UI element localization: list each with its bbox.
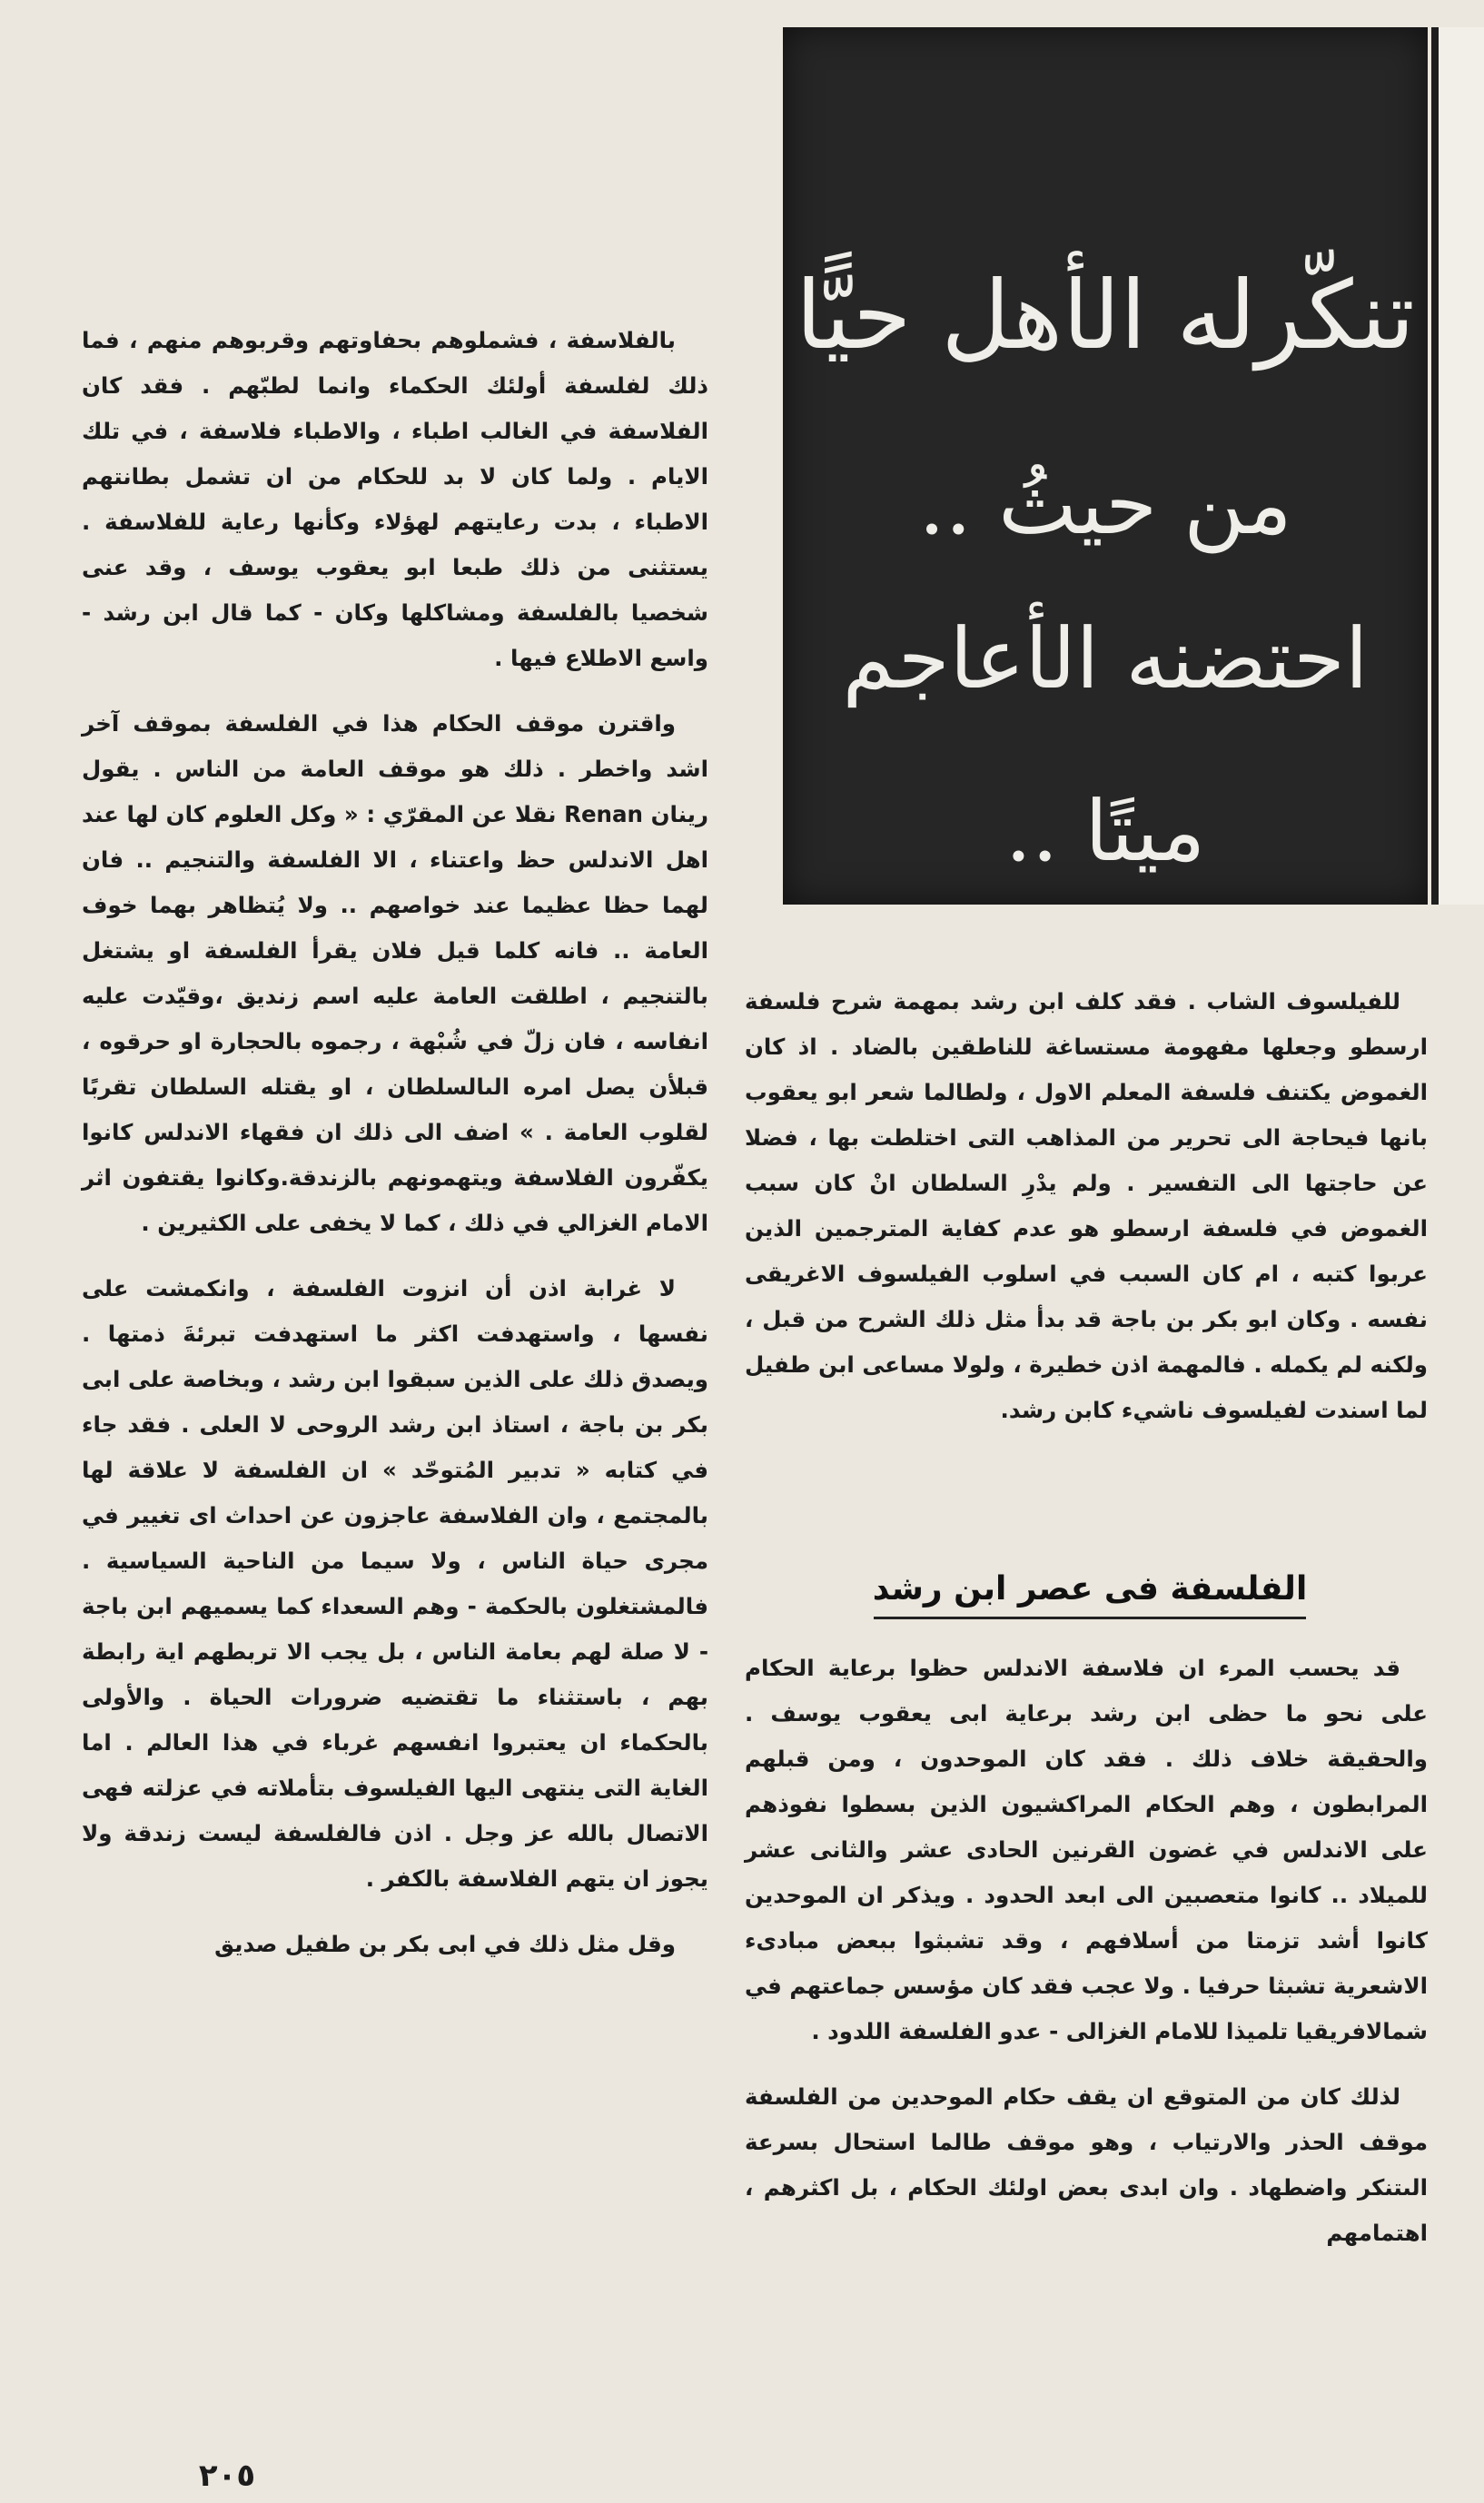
left-column <box>82 318 708 1987</box>
section-paragraph-1: قد يحسب المرء ان فلاسفة الاندلس حظوا برعاية الحكام على نحو ما حظى ابن رشد برعاية ابى يعقوب يوسف . والحقيقة خلاف ذلك . فقد كان الموحدون ، ومن قبلهم المرابطون ، وهم الحكام المراكشيون الذين بسطوا نفوذهم على الاندلس في غضون القرنين الحادى عشر والثانى عشر للميلاد .. كانوا متعصبين الى ابعد الحدود . ويذكر ان الموحدين كانوا أشد تزمتا من أسلافهم ، وقد تشبثوا ببعض مبادىء الاشعرية تشبثا حرفيا . ولا عجب فقد كان مؤسس جماعتهم في شمالافريقيا تلميذا للامام الغزالى - عدو الفلسفة اللدود . <box>745 1655 1428 2044</box>
title-line-2: من حيثُ .. <box>918 456 1292 553</box>
title-line-4: ميتًا .. <box>1004 783 1206 880</box>
title-line-1: تنكّرله الأهل حيًّا <box>796 260 1415 371</box>
left-paragraph-4: وقل مثل ذلك في ابى بكر بن طفيل صديق <box>214 1931 676 1957</box>
left-paragraph-1: بالفلاسفة ، فشملوهم بحفاوتهم وقربوهم منهم ، فما ذلك لفلسفة أولئك الحكماء وانما لطبّهم . فقد كان الفلاسفة في الغالب اطباء ، والاطباء فلاسفة ، في تلك الايام . ولما كان لا بد للحكام من ان تشمل بطانتهم الاطباء ، بدت رعايتهم لهؤلاء وكأنها رعاية للفلاسفة . يستثنى من ذلك طبعا ابو يعقوب يوسف ، وقد عنى شخصيا بالفلسفة ومشاكلها وكان - كما قال ابن رشد - واسع الاطلاع فيها . <box>82 327 708 671</box>
title-line-3: احتضنه الأعاجم <box>842 610 1369 707</box>
right-column-bottom <box>745 1646 1428 2276</box>
page-number: ٢٠٥ <box>198 2458 256 2494</box>
section-paragraph-2: لذلك كان من المتوقع ان يقف حكام الموحدين من الفلسفة موقف الحذر والارتياب ، وهو موقف طالما استحال بسرعة الىتنكر واضطهاد . وان ابدى بعض اولئك الحكام ، بل اكثرهم ، اهتمامهم <box>745 2083 1428 2246</box>
left-paragraph-2: واقترن موقف الحكام هذا في الفلسفة بموقف آخر اشد واخطر . ذلك هو موقف العامة من الناس . يقول رينان Renan نقلا عن المقرّي : « وكل العلوم كان لها عند اهل الاندلس حظ واعتناء ، الا الفلسفة والتنجيم .. فان لهما حظا عظيما عند خواصهم .. ولا يُتظاهر بهما خوف العامة .. فانه كلما قيل فلان يقرأ الفلسفة او يشتغل بالتنجيم ، اطلقت العامة عليه اسم زنديق ،وقيّدت عليه انفاسه ، فان زلّ في شُبْهة ، رجموه بالحجارة او حرقوه ، قبلأن يصل امره الىالسلطان ، او يقتله السلطان تقربًا لقلوب العامة . » اضف الى ذلك ان فقهاء الاندلس كانوا يكفّرون الفلاسفة ويتهمونهم بالزندقة.وكانوا يقتفون اثر الامام الغزالي في ذلك ، كما لا يخفى على الكثيرين . <box>82 710 708 1236</box>
left-paragraph-3: لا غرابة اذن أن انزوت الفلسفة ، وانكمشت على نفسها ، واستهدفت اكثر ما استهدفت تبرئةَ ذمتها . ويصدق ذلك على الذين سبقوا ابن رشد ، وبخاصة على ابى بكر بن باجة ، استاذ ابن رشد الروحى لا العلى . فقد جاء في كتابه « تدبير المُتوحّد » ان الفلسفة لا علاقة لها بالمجتمع ، وان الفلاسفة عاجزون عن احداث اى تغيير في مجرى حياة الناس ، ولا سيما من الناحية السياسية . فالمشتغلون بالحكمة - وهم السعداء كما يسميهم ابن باجة - لا صلة لهم بعامة الناس ، بل يجب الا تربطهم اية رابطة بهم ، باستثناء ما تقتضيه ضرورات الحياة . والأولى بالحكماء ان يعتبروا انفسهم غرباء في هذا العالم . اما الغاية التى ينتهى اليها الفيلسوف بتأملاته في عزلته فهى الاتصال بالله عز وجل . اذن فالفلسفة ليست زندقة ولا يجوز ان يتهم الفلاسفة بالكفر . <box>82 1275 708 1892</box>
title-block-edge <box>1431 27 1484 905</box>
right-paragraph-1: للفيلسوف الشاب . فقد كلف ابن رشد بمهمة شرح فلسفة ارسطو وجعلها مفهومة مستساغة للناطقين بالضاد . اذ كان الغموض يكتنف فلسفة المعلم الاول ، ولطالما شعر ابو يعقوب بانها فيحاجة الى تحرير من المذاهب التى اختلطت بها ، فضلا عن حاجتها الى التفسير . ولم يدْرِ السلطان انْ كان سبب الغموض في فلسفة ارسطو هو عدم كفاية المترجمين الذين عربوا كتبه ، ام كان السبب في اسلوب الفيلسوف الاغريقى نفسه . وكان ابو بكر بن باجة قد بدأ مثل ذلك الشرح من قبل ، ولكنه لم يكمله . فالمهمة اذن خطيرة ، ولولا مساعى ابن طفيل لما اسندت لفيلسوف ناشيء كابن رشد. <box>745 988 1428 1423</box>
section-heading: الفلسفة فى عصر ابن رشد <box>872 1570 1308 1608</box>
section-heading-underline <box>874 1617 1306 1619</box>
title-block <box>783 27 1428 905</box>
right-column-top <box>745 979 1428 1453</box>
